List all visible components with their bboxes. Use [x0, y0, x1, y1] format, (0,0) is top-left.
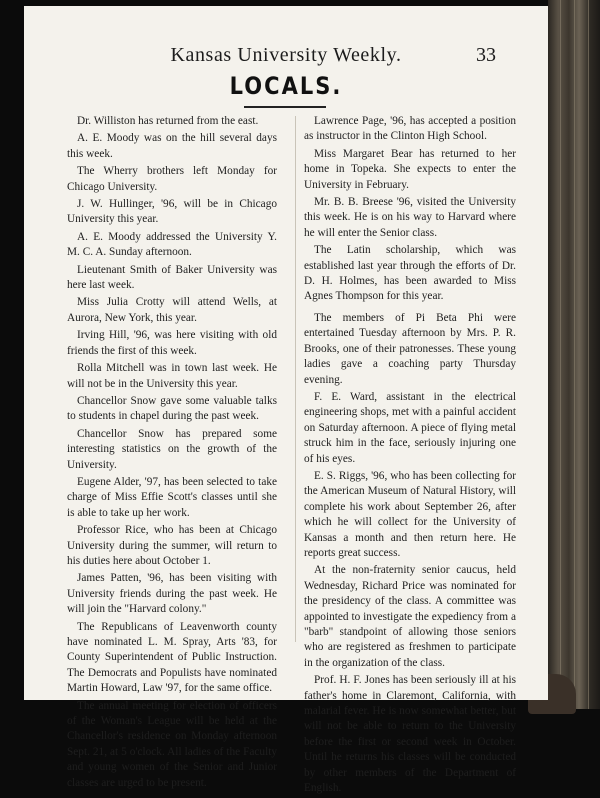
news-item: The Latin scholarship, which was established last year through the efforts of Dr. D. H. Holmes, has been awarded to Miss Agnes Thompson for this year. — [304, 244, 516, 303]
news-item: A. E. Moody addressed the University Y. M. C. A. Sunday afternoon. — [67, 230, 277, 259]
news-item: Mr. B. B. Breese '96, visited the University this week. He is on his way to Harvard where he will enter the Senior class. — [304, 196, 516, 239]
spine-edge — [574, 0, 575, 709]
section-rule — [244, 106, 326, 108]
news-item: The Republicans of Leavenworth county have nominated L. M. Spray, Arts '83, for County Superintendent of Public Instruction. The Democrats and Populists have nominated Martin Howard, Law '97, for the same office. — [67, 620, 277, 695]
news-item: James Patten, '96, has been visiting with University friends during the past week. He will join the "Harvard colony." — [67, 572, 277, 616]
publication-title: Kansas University Weekly. — [170, 44, 402, 66]
left-column — [67, 114, 277, 793]
news-item: Irving Hill, '96, was here visiting with old friends the first of this week. — [67, 329, 277, 357]
news-item: At the non-fraternity senior caucus, held Wednesday, Richard Price was nominated for the presidency of the class. A committee was appointed to investigate the expediency from a "barb" standpoint of allowing those seniors who are registered as freshmen to participate in the organization of the class. — [304, 564, 516, 669]
news-item: Professor Rice, who has been at Chicago University during the summer, will return to his duties here about October 1. — [67, 524, 277, 567]
news-item: Lieutenant Smith of Baker University was here last week. — [67, 263, 277, 292]
news-item: Chancellor Snow gave some valuable talks to students in chapel during the past week. — [67, 394, 277, 423]
book-spine — [548, 0, 600, 709]
section-title: LOCALS. — [229, 72, 343, 100]
news-item: Eugene Alder, '97, has been selected to take charge of Miss Effie Scott's classes until she is able to take up her work. — [67, 475, 277, 519]
news-item: E. S. Riggs, '96, who has been collecting for the American Museum of Natural History, will complete his work about September 26, after which he will collect for the University of Kansas a month and then return here. He reports great success. — [304, 469, 516, 559]
news-item: J. W. Hullinger, '96, will be in Chicago University this year. — [67, 198, 277, 226]
news-item: Miss Margaret Bear has returned to her home in Topeka. She expects to enter the University in February. — [304, 147, 516, 191]
news-item: Prof. H. F. Jones has been seriously ill at his father's home in Claremont, California, with malarial fever. He is now somewhat better, but will not be able to return to the University before the first or second week in October. Until he returns his classes will be conducted by other members of the Department of English. — [304, 674, 516, 795]
page-number: 33 — [476, 44, 496, 66]
column-divider — [295, 116, 296, 642]
news-item: Rolla Mitchell was in town last week. He will not be in the University this year. — [67, 362, 277, 390]
news-item: The annual meeting for election of officers of the Woman's League will be held at the Chancellor's residence on Monday afternoon Sept. 21, at 5 o'clock. All ladies of the Faculty and young women of the Senior and Junior classes are urged to be present. — [67, 699, 277, 789]
news-item: The Wherry brothers left Monday for Chicago University. — [67, 165, 277, 193]
news-item: Miss Julia Crotty will attend Wells, at Aurora, New York, this year. — [67, 296, 277, 324]
news-item: Lawrence Page, '96, has accepted a position as instructor in the Clinton High School. — [304, 115, 516, 143]
news-item: Chancellor Snow has prepared some interesting statistics on the growth of the University. — [67, 427, 277, 471]
newspaper-page — [24, 6, 548, 795]
news-item: The members of Pi Beta Phi were entertained Tuesday afternoon by Mrs. P. R. Brooks, one of their patronesses. These young ladies gave a coaching party Thursday evening. — [304, 311, 516, 386]
spine-edge — [560, 0, 561, 709]
news-item: Dr. Williston has returned from the east. — [77, 115, 259, 127]
spine-edge — [588, 0, 589, 709]
news-item: F. E. Ward, assistant in the electrical engineering shops, met with a painful accident on Saturday afternoon. A piece of flying metal struck him in the face, seriously injuring one of his eyes. — [304, 390, 516, 465]
right-column — [304, 114, 516, 798]
news-item: A. E. Moody was on the hill several days this week. — [67, 132, 277, 160]
